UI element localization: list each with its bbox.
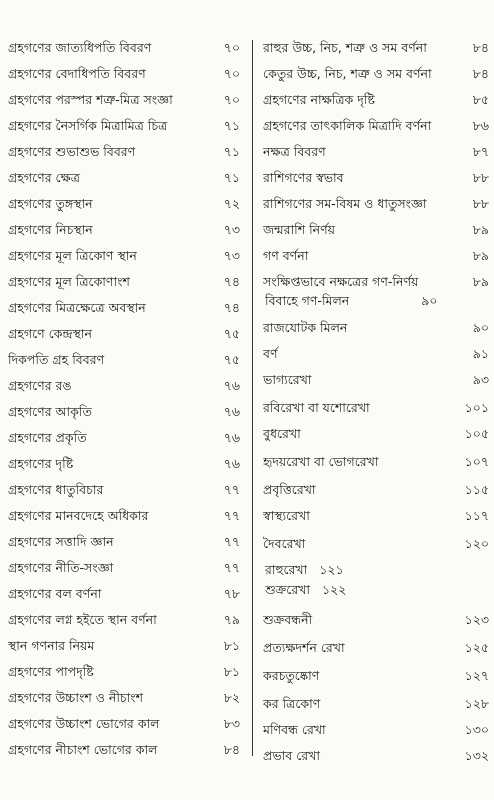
toc-entry-title: প্রত্যক্ষদর্শন রেখা — [263, 640, 345, 655]
toc-entry — [8, 612, 240, 632]
toc-entry-title: দৈবরেখা — [263, 536, 306, 551]
toc-entry — [8, 378, 240, 398]
toc-entry-title: করচতুষ্কোণ — [263, 668, 320, 683]
toc-entry — [8, 430, 240, 450]
toc-entry-page: ৮৬ — [472, 118, 489, 133]
toc-entry-page: ৯১ — [472, 346, 489, 361]
toc-entry-title: রাশিগণের স্বভাব — [263, 170, 344, 185]
toc-entry-page: ৮২ — [223, 690, 240, 705]
toc-entry-page: ৭৭ — [223, 482, 240, 497]
toc-entry-title: গ্রহগণের ক্ষেত্র — [8, 170, 80, 185]
toc-entry — [8, 456, 240, 476]
toc-entry-page: ৭৫ — [223, 326, 240, 341]
toc-entry-page: ৮৭ — [472, 144, 489, 159]
toc-entry-page: ৭৬ — [223, 456, 240, 471]
toc-entry-page: ১১৭ — [464, 508, 489, 523]
toc-entry-page: ৮৯ — [472, 248, 489, 263]
toc-entry — [8, 352, 240, 372]
toc-entry-page: ৭০ — [223, 66, 240, 81]
toc-entry — [8, 586, 240, 606]
toc-entry-page: ৭২ — [223, 196, 240, 211]
toc-entry-page: ১২২ — [321, 582, 347, 597]
toc-entry-page: ৭৯ — [223, 612, 240, 627]
toc-entry — [263, 454, 489, 474]
toc-entry-title: গ্রহগণের মূল ত্রিকোণ স্থান — [8, 248, 137, 263]
toc-entry — [263, 612, 489, 632]
toc-entry — [8, 144, 240, 164]
toc-entry-title: গ্রহগণের উচ্চাংশ ও নীচাংশ — [8, 690, 144, 705]
toc-entry-page: ৯০ — [472, 320, 489, 335]
toc-entry-page: ৮৮ — [472, 196, 489, 211]
toc-entry-page: ৭১ — [223, 144, 240, 159]
toc-entry-title: জন্মরাশি নির্ণয় — [263, 222, 336, 237]
toc-entry — [8, 66, 240, 86]
toc-entry — [8, 742, 240, 762]
toc-entry-page: ১২৮ — [464, 696, 489, 711]
toc-entry-title: মণিবন্ধ রেখা — [263, 722, 326, 737]
toc-entry — [263, 508, 489, 528]
toc-entry-page: ১২৩ — [464, 612, 489, 627]
toc-entry-page: ৮৪ — [472, 40, 489, 55]
toc-entry-title: গ্রহগণের লগ্ন হইতে স্থান বর্ণনা — [8, 612, 157, 627]
toc-entry-page: ৯০ — [421, 293, 438, 308]
toc-entry-title: বুধরেখা — [263, 426, 301, 441]
toc-entry-page: ১২১ — [319, 562, 344, 577]
toc-entry-page: ১২৭ — [464, 668, 489, 683]
toc-entry-title: রাহুর উচ্চ, নিচ, শত্রু ও সম বর্ণনা — [263, 40, 427, 55]
toc-entry-page: ৭৫ — [223, 352, 240, 367]
toc-entry-title: ভাগ্যরেখা — [263, 372, 312, 387]
toc-entry — [265, 562, 344, 582]
toc-entry-page: ৭১ — [223, 118, 240, 133]
toc-entry-title: গ্রহগণের প্রকৃতি — [8, 430, 87, 445]
toc-entry — [263, 748, 489, 768]
toc-entry — [8, 560, 240, 580]
toc-entry-page: ৭৬ — [223, 430, 240, 445]
toc-entry-page: ৮৩ — [223, 716, 240, 731]
toc-entry-title: দিকপতি গ্রহ বিবরণ — [8, 352, 105, 367]
toc-entry-title: প্রবৃত্তিরেখা — [263, 482, 316, 497]
toc-entry-title: সংক্ষিপ্তভাবে নক্ষত্রের গণ-নির্ণয় — [263, 274, 419, 289]
toc-entry-page: ৮১ — [223, 664, 240, 679]
toc-entry-title: গ্রহগণের নীচাংশ ভোগের কাল — [8, 742, 158, 757]
toc-entry-title: গ্রহগণের মূল ত্রিকোণাংশ — [8, 274, 130, 289]
toc-entry — [8, 196, 240, 216]
toc-entry — [263, 722, 489, 742]
toc-entry-title: গ্রহগণের মানবদেহে অধিকার — [8, 508, 149, 523]
toc-entry-page: ১২০ — [464, 536, 489, 551]
toc-entry-page: ৭৭ — [223, 508, 240, 523]
toc-entry — [263, 248, 489, 268]
toc-entry — [8, 274, 240, 294]
toc-entry — [8, 248, 240, 268]
toc-entry-title: স্বাস্থ্যরেখা — [263, 508, 310, 523]
toc-entry-title: প্রভাব রেখা — [263, 748, 320, 763]
toc-entry-page: ৮৯ — [472, 222, 489, 237]
toc-entry-page: ১০৭ — [464, 454, 489, 469]
toc-entry-title: শুক্ররেখা — [265, 582, 310, 597]
toc-entry — [263, 222, 489, 242]
toc-entry — [263, 372, 489, 392]
toc-column-right — [252, 40, 494, 763]
toc-entry-title: বর্ণ — [263, 346, 278, 361]
toc-entry-title: গ্রহগণের তুঙ্গস্থান — [8, 196, 93, 211]
toc-entry — [8, 664, 240, 684]
toc-entry — [263, 40, 489, 60]
toc-entry-title: রাজযোটক মিলন — [263, 320, 348, 335]
toc-entry-title: কেতুর উচ্চ, নিচ, শত্রু ও সম বর্ণনা — [263, 66, 432, 81]
toc-entry-title: গণ বর্ণনা — [263, 248, 309, 263]
toc-entry — [8, 534, 240, 554]
toc-entry — [8, 482, 240, 502]
toc-entry-title: গ্রহগণের নাক্ষত্রিক দৃষ্টি — [263, 92, 375, 107]
toc-entry-title: গ্রহগণের তাৎকালিক মিত্রাদি বর্ণনা — [263, 118, 432, 133]
toc-entry-title: গ্রহগণের শুভাশুভ বিবরণ — [8, 144, 136, 159]
toc-entry — [263, 426, 489, 446]
toc-entry-page: ৮৮ — [472, 170, 489, 185]
toc-entry — [263, 400, 489, 420]
toc-entry-page: ৭১ — [223, 170, 240, 185]
toc-entry — [265, 582, 346, 602]
toc-entry-title: গ্রহগণের মিত্রক্ষেত্রে অবস্থান — [8, 300, 146, 315]
toc-entry — [8, 326, 240, 346]
toc-entry-page: ৭৬ — [223, 378, 240, 393]
toc-entry-title: রাহুরেখা — [265, 562, 308, 577]
toc-entry-title: গ্রহগণের পরস্পর শত্রু-মিত্র সংজ্ঞা — [8, 92, 173, 107]
toc-entry — [263, 118, 489, 138]
toc-entry — [8, 92, 240, 112]
toc-entry-title: গ্রহগণের রঙ — [8, 378, 72, 393]
toc-entry — [263, 482, 489, 502]
toc-entry-title: গ্রহগণের আকৃতি — [8, 404, 92, 419]
toc-entry — [8, 300, 240, 320]
toc-entry-title: স্থান গণনার নিয়ম — [8, 638, 95, 653]
toc-entry-page: ৭৪ — [223, 274, 240, 289]
toc-entry — [263, 320, 489, 340]
toc-entry — [8, 404, 240, 424]
toc-entry-page: ৭৩ — [223, 248, 240, 263]
toc-entry-title: গ্রহগণে কেন্দ্রস্থান — [8, 326, 92, 341]
toc-entry-title: গ্রহগণের সত্তাদি জ্ঞান — [8, 534, 114, 549]
toc-entry-page: ১১৫ — [464, 482, 489, 497]
toc-entry — [263, 274, 489, 294]
toc-entry — [8, 690, 240, 710]
toc-entry-page: ৭০ — [223, 92, 240, 107]
toc-entry-page: ৭০ — [223, 40, 240, 55]
toc-entry-title: রাশিগণের সম-বিষম ও ধাতুসংজ্ঞা — [263, 196, 427, 211]
toc-entry-title: হৃদয়রেখা বা ভোগরেখা — [263, 454, 379, 469]
toc-entry-page: ৯৩ — [472, 372, 489, 387]
toc-entry-title: নক্ষত্র বিবরণ — [263, 144, 326, 159]
toc-entry — [263, 92, 489, 112]
toc-entry-page: ৮১ — [223, 638, 240, 653]
toc-entry-title: গ্রহগণের বেদাধিপতি বিবরণ — [8, 66, 146, 81]
toc-entry — [8, 118, 240, 138]
toc-entry-page: ৮৪ — [223, 742, 240, 757]
toc-entry-title: গ্রহগণের জাত্যধিপতি বিবরণ — [8, 40, 152, 55]
toc-entry-title: রবিরেখা বা যশোরেখা — [263, 400, 370, 415]
toc-entry — [263, 346, 489, 366]
toc-entry — [263, 170, 489, 190]
toc-entry-title: বিবাহে গণ-মিলন — [265, 293, 350, 308]
toc-entry-page: ১২৫ — [464, 640, 489, 655]
toc-entry-title: কর ত্রিকোণ — [263, 696, 321, 711]
toc-entry-page: ১৩২ — [464, 748, 489, 763]
toc-entry-page: ৮৪ — [472, 66, 489, 81]
toc-entry — [8, 716, 240, 736]
toc-entry-title: গ্রহগণের ধাতুবিচার — [8, 482, 104, 497]
toc-entry — [8, 222, 240, 242]
toc-entry-page: ৭৬ — [223, 404, 240, 419]
toc-entry — [263, 668, 489, 688]
toc-entry — [8, 170, 240, 190]
toc-entry-page: ১৩০ — [464, 722, 489, 737]
toc-entry — [8, 638, 240, 658]
toc-entry — [265, 293, 437, 313]
toc-entry — [263, 66, 489, 86]
toc-entry-page: ৭৩ — [223, 222, 240, 237]
toc-entry-page: ৮৫ — [472, 92, 489, 107]
toc-entry-page: ৮৯ — [472, 274, 489, 289]
toc-entry-title: শুক্রবন্ধনী — [263, 612, 313, 627]
toc-entry-title: গ্রহগণের উচ্চাংশ ভোগের কাল — [8, 716, 160, 731]
toc-entry-page: ১০১ — [464, 400, 489, 415]
toc-entry — [8, 40, 240, 60]
toc-entry-title: গ্রহগণের বল বর্ণনা — [8, 586, 102, 601]
toc-entry-title: গ্রহগণের নীতি-সংজ্ঞা — [8, 560, 114, 575]
toc-entry-page: ৭৮ — [223, 586, 240, 601]
toc-entry — [263, 196, 489, 216]
toc-entry-page: ৭৭ — [223, 560, 240, 575]
toc-entry — [263, 536, 489, 556]
toc-entry — [263, 640, 489, 660]
toc-entry-title: গ্রহগণের পাপদৃষ্টি — [8, 664, 94, 679]
toc-entry — [263, 144, 489, 164]
toc-entry-title: গ্রহগণের দৃষ্টি — [8, 456, 74, 471]
toc-entry-page: ৭৭ — [223, 534, 240, 549]
toc-entry-title: গ্রহগণের নৈসর্গিক মিত্রামিত্র চিত্র — [8, 118, 168, 133]
toc-entry — [8, 508, 240, 528]
toc-entry-page: ৭৪ — [223, 300, 240, 315]
toc-entry-page: ১০৫ — [464, 426, 489, 441]
toc-entry — [263, 696, 489, 716]
toc-entry-title: গ্রহগণের নিচস্থান — [8, 222, 93, 237]
